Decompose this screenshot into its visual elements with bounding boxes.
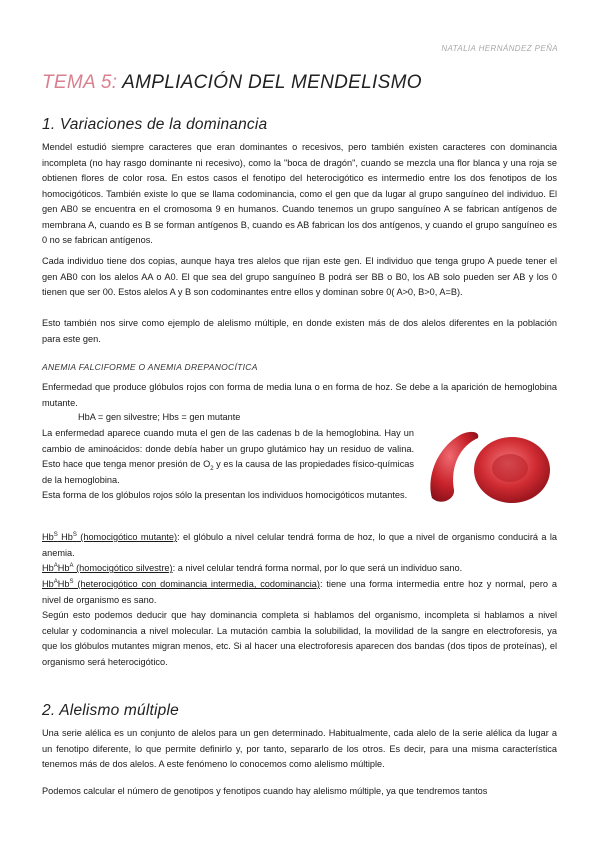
genotype-homozygous-wild xyxy=(42,561,557,577)
section-2-paragraph-2: Podemos calcular el número de genotipos y fenotipos cuando hay alelismo múltiple, ya que tendremos tantos xyxy=(42,786,488,796)
anemia-paragraph-2-b: y es la causa de las propiedades físico-químicas de la hemoglobina. xyxy=(42,459,414,485)
title-prefix: TEMA 5: xyxy=(42,72,123,93)
title-main: AMPLIACIÓN DEL MENDELISMO xyxy=(122,72,422,93)
anemia-paragraph-1: Enfermedad que produce glóbulos rojos con forma de media luna o en forma de hoz. Se debe a la aparición de hemoglobina mutante. xyxy=(42,382,557,408)
genotype-2-symbol: $Hb^AHb^A$ (homocigótico silvestre) xyxy=(42,562,173,573)
anemia-paragraph-3: Esta forma de los glóbulos rojos sólo la presentan los individuos homocigóticos mutantes. xyxy=(42,490,408,500)
section-1-heading: 1. Variaciones de la dominancia xyxy=(42,116,268,133)
section-1-paragraph-conclusion: Según esto podemos deducir que hay dominancia completa si hablamos del organismo, incompleta si hablamos a nivel celular y codominancia a nivel molecular. La mutación cambia la solubilidad, la movilidad de la sangre en electroforesis, ya que los glóbulos mutantes migran menos, etc. Si al hacer una electroforesis aparecen dos bandas (dos tipos de proteínas), el organismo será heterocigótico. xyxy=(42,610,557,667)
page-title xyxy=(42,72,422,94)
section-1-paragraph-2: Cada individuo tiene dos copias, aunque haya tres alelos que rijan este gen. El individuo que tenga grupo A puede tener el gen AB0 con los alelos AA o A0. El que sea del grupo sanguíneo B podrá ser BB o B0, los AB solo pueden ser AB y los 0 tienen que ser 00. Estos alelos A y B son codominantes entre ellos y dominan sobre 0( A>0, B>0, A=B). xyxy=(42,256,557,297)
gene-notation: HbA = gen silvestre; Hbs = gen mutante xyxy=(78,412,241,422)
author-header: NATALIA HERNÁNDEZ PEÑA xyxy=(441,44,558,53)
normal-cell-center xyxy=(492,454,528,482)
anemia-subheading: ANEMIA FALCIFORME O ANEMIA DREPANOCÍTICA xyxy=(42,362,258,372)
genotype-2-description: : a nivel celular tendrá forma normal, por lo que será un individuo sano. xyxy=(172,563,463,573)
anemia-paragraph-2-a: La enfermedad aparece cuando muta el gen de las cadenas b de la hemoglobina. Hay un cambio de aminoácidos: donde debía haber un grupo glutámico hay un residuo de valina. Esto hace que tenga menor presión de O xyxy=(42,428,414,469)
section-1-paragraph-3: Esto también nos sirve como ejemplo de alelismo múltiple, en donde existen más de dos alelos diferentes en la población para este gen. xyxy=(42,318,557,344)
oxygen-subscript: 2 xyxy=(210,465,214,472)
red-blood-cells-illustration xyxy=(424,428,554,508)
anemia-paragraph-2 xyxy=(42,426,414,488)
genotype-1-description: : el glóbulo a nivel celular tendrá forma de hoz, lo que a nivel de organismo conducirá a la anemia. xyxy=(42,532,557,558)
genotype-homozygous-mutant xyxy=(42,530,557,561)
genotype-3-symbol: $Hb^AHb^S$ (heterocigótico con dominancia intermedia, codominancia) xyxy=(42,578,320,589)
genotype-1-symbol: $Hb^S$ $Hb^S$ (homocigótico mutante) xyxy=(42,531,178,542)
sickle-cell-shape xyxy=(430,432,478,502)
genotype-3-description: : tiene una forma intermedia entre hoz y normal, pero a nivel de organismo es sano. xyxy=(42,579,557,605)
section-2-paragraph-1: Una serie alélica es un conjunto de alelos para un gen determinado. Habitualmente, cada alelo de la serie alélica da lugar a un fenotipo diferente, lo que permite definirlo y, por tanto, separarlo de los otros. Es decir, para una misma característica tenemos más de dos alelos. A este fenómeno lo conocemos como alelismo múltiple. xyxy=(42,728,557,769)
section-1-paragraph-1: Mendel estudió siempre caracteres que eran dominantes o recesivos, pero también existen caracteres con dominancia incompleta (no hay rasgo dominante ni recesivo), como la "boca de dragón", cuando se mezcla una flor blanca y una roja se obtienen flores de color rosa. En estos casos el fenotipo del heterocigótico es intermedio entre los dos fenotipos de los homocigóticos. También existe lo que se llama codominancia, como el gen que da lugar al grupo sanguíneo del individuo. El gen AB0 se encuentra en el cromosoma 9 en humanos. Cuando tenemos un grupo sanguíneo A se fabrican antígenos de membrana A, cuando es B se forman antígenos B, cuando es AB fabrican los dos antígenos, y cuando el grupo sanguíneo es 0 no se fabrican antígenos. xyxy=(42,142,557,245)
section-2-heading: 2. Alelismo múltiple xyxy=(42,702,179,719)
genotype-heterozygous xyxy=(42,577,557,608)
